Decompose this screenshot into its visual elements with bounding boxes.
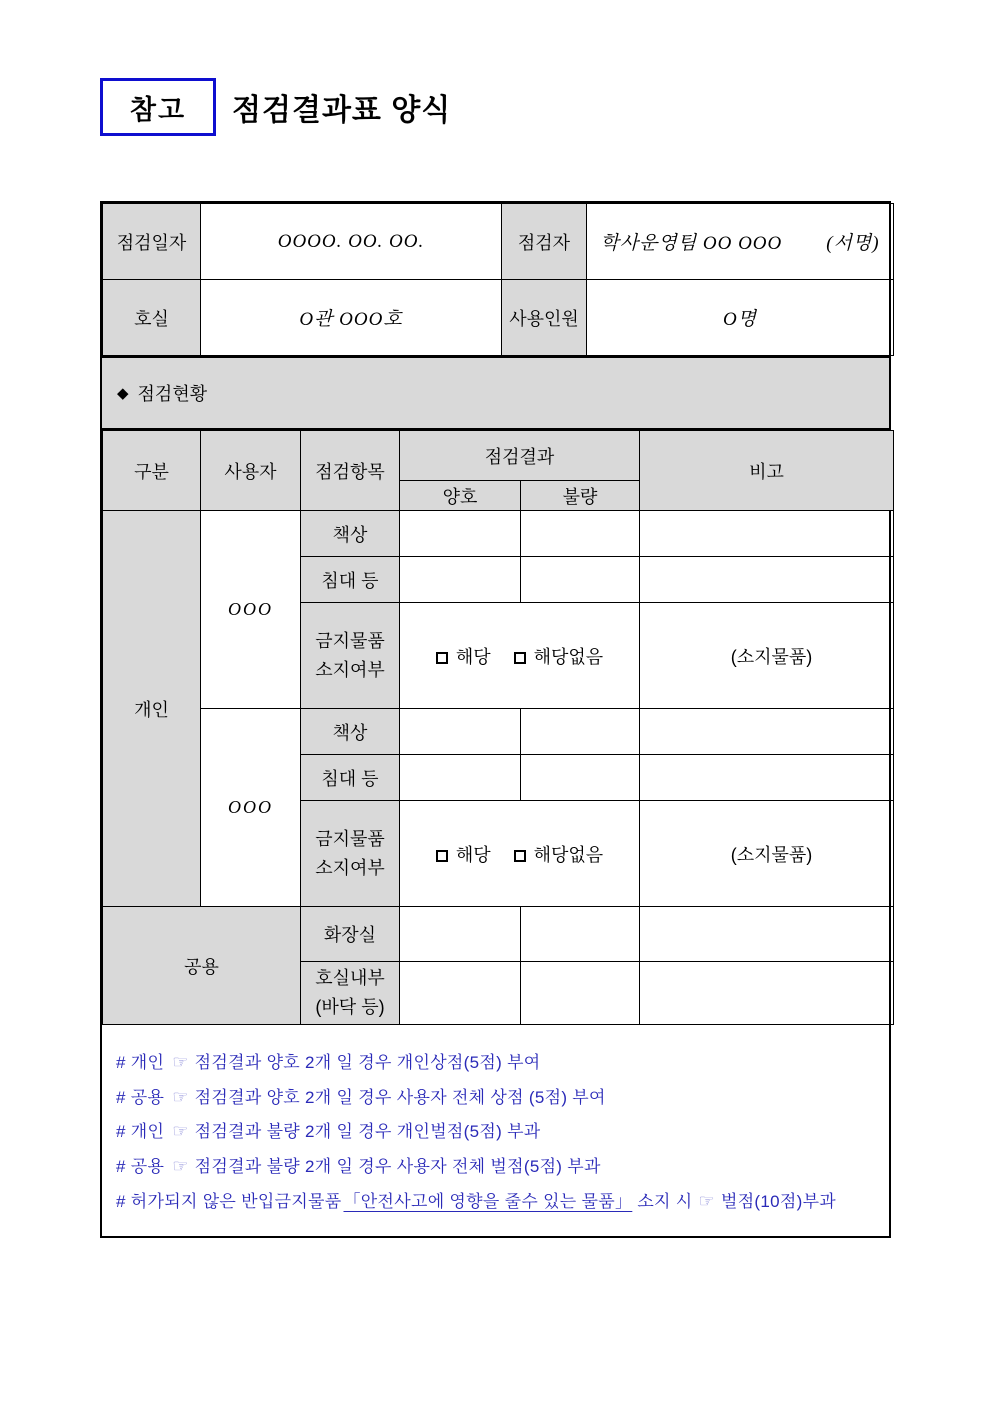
result-bad-cell: [521, 709, 640, 755]
section-title: 점검현황: [137, 384, 208, 404]
info-table: [102, 203, 894, 356]
table-row: [103, 280, 894, 356]
note-text: 점검결과 양호 2개 일 경우 사용자 전체 상점 (5점) 부여: [194, 1087, 606, 1107]
inspection-date-label: 점검일자: [103, 204, 201, 280]
item-prohibited-line2: 소지여부: [315, 857, 385, 878]
prohibited-check-cell-user2: [400, 801, 640, 907]
remarks-possessions-user2: (소지물품): [640, 801, 894, 907]
item-desk-user2: 책상: [301, 709, 400, 755]
category-common: 공용: [103, 907, 301, 1025]
inspector-name: 학사운영팀 OO OOO: [600, 233, 783, 254]
signature-placeholder: (서명): [826, 233, 880, 254]
table-row-toilet: [103, 907, 894, 962]
remarks-cell: [640, 962, 894, 1025]
checkbox-not-applicable-label: 해당없음: [533, 844, 604, 865]
result-good-cell: [400, 962, 521, 1025]
checkbox-applicable-label: 해당: [455, 844, 491, 865]
occupants-label: 사용인원: [502, 280, 587, 356]
inspector-value: [587, 204, 894, 280]
item-prohibited-line1: 금지물품: [315, 630, 385, 651]
room-value: O관 OOO호: [201, 280, 502, 356]
note-line-2: [116, 1080, 875, 1115]
inspection-table: [102, 430, 894, 1025]
prohibited-check-cell-user1: [400, 603, 640, 709]
note-prefix: # 허가되지 않은 반입금지물품: [116, 1191, 342, 1211]
note-line-4: [116, 1149, 875, 1184]
result-bad-cell: [521, 557, 640, 603]
result-bad-cell: [521, 962, 640, 1025]
remarks-possessions-user1: (소지물품): [640, 603, 894, 709]
result-bad-cell: [521, 907, 640, 962]
note-text: 점검결과 양호 2개 일 경우 개인상점(5점) 부여: [194, 1053, 541, 1072]
inspection-form: [100, 201, 891, 1238]
column-header-item: 점검항목: [301, 431, 400, 511]
checkbox-applicable-icon[interactable]: [436, 652, 448, 664]
check-group-applicable: [436, 647, 491, 667]
note-prefix: # 개인: [116, 1122, 165, 1142]
result-good-cell: [400, 709, 521, 755]
result-good-cell: [400, 557, 521, 603]
item-room-line2: (바닥 등): [315, 997, 385, 1017]
note-text: 점검결과 불량 2개 일 경우 사용자 전체 벌점(5점) 부과: [194, 1156, 601, 1176]
table-row-desk-user1: [103, 511, 894, 557]
check-group-not-applicable: [514, 647, 604, 667]
item-prohibited-user1: [301, 603, 400, 709]
pointing-hand-icon: ☞: [698, 1190, 715, 1211]
remarks-cell: [640, 755, 894, 801]
item-toilet: 화장실: [301, 907, 400, 962]
remarks-cell: [640, 557, 894, 603]
check-group-applicable: [436, 845, 491, 865]
checkbox-not-applicable-label: 해당없음: [533, 646, 604, 667]
note-prefix: # 공용: [116, 1087, 165, 1107]
item-bed-user1: 침대 등: [301, 557, 400, 603]
category-individual: 개인: [103, 511, 201, 907]
pointing-hand-icon: ☞: [172, 1086, 189, 1107]
column-header-category: 구분: [103, 431, 201, 511]
note-line-3: [116, 1114, 875, 1149]
note-line-5: [116, 1184, 875, 1219]
column-header-remarks: 비고: [640, 431, 894, 511]
item-bed-user2: 침대 등: [301, 755, 400, 801]
remarks-cell: [640, 907, 894, 962]
section-header: [102, 356, 889, 430]
table-row: [103, 204, 894, 280]
result-good-cell: [400, 755, 521, 801]
note-prefix: # 개인: [116, 1053, 165, 1072]
occupants-value: O명: [587, 280, 894, 356]
pointing-hand-icon: ☞: [172, 1052, 189, 1072]
note-line-1: [116, 1045, 875, 1080]
user1-name: OOO: [201, 511, 301, 709]
note-text: 소지 시: [632, 1191, 693, 1211]
checkbox-applicable-icon[interactable]: [436, 850, 448, 862]
column-header-result: 점검결과: [400, 431, 640, 481]
pointing-hand-icon: ☞: [172, 1155, 189, 1176]
reference-box-label: 참고: [129, 94, 187, 125]
check-group-not-applicable: [514, 845, 604, 865]
column-header-good: 양호: [400, 481, 521, 511]
table-row-desk-user2: [103, 709, 894, 755]
result-bad-cell: [521, 755, 640, 801]
diamond-icon: ◆: [117, 385, 129, 402]
note-text: 벌점(10점)부과: [720, 1191, 837, 1211]
checkbox-not-applicable-icon[interactable]: [514, 850, 526, 862]
column-header-bad: 불량: [521, 481, 640, 511]
room-label: 호실: [103, 280, 201, 356]
pointing-hand-icon: ☞: [172, 1121, 189, 1142]
item-room-interior: [301, 962, 400, 1025]
result-bad-cell: [521, 511, 640, 557]
note-underlined-phrase: 「안전사고에 영향을 줄수 있는 물품」: [343, 1191, 633, 1211]
item-prohibited-line1: 금지물품: [315, 828, 385, 849]
page-title: 점검결과표 양식: [232, 94, 452, 127]
note-prefix: # 공용: [116, 1156, 165, 1176]
remarks-cell: [640, 511, 894, 557]
item-prohibited-line2: 소지여부: [315, 659, 385, 680]
column-header-user: 사용자: [201, 431, 301, 511]
checkbox-not-applicable-icon[interactable]: [514, 652, 526, 664]
checkbox-applicable-label: 해당: [455, 646, 491, 667]
reference-box: [100, 78, 216, 136]
table-header-row: [103, 431, 894, 481]
doc-header: [100, 78, 451, 136]
user2-name: OOO: [201, 709, 301, 907]
item-prohibited-user2: [301, 801, 400, 907]
item-desk-user1: 책상: [301, 511, 400, 557]
item-room-line1: 호실내부: [315, 968, 385, 989]
result-good-cell: [400, 907, 521, 962]
note-text: 점검결과 불량 2개 일 경우 개인벌점(5점) 부과: [194, 1122, 541, 1142]
inspection-date-value: OOOO. OO. OO.: [201, 204, 502, 280]
result-good-cell: [400, 511, 521, 557]
inspector-label: 점검자: [502, 204, 587, 280]
remarks-cell: [640, 709, 894, 755]
scoring-notes: [102, 1025, 889, 1236]
